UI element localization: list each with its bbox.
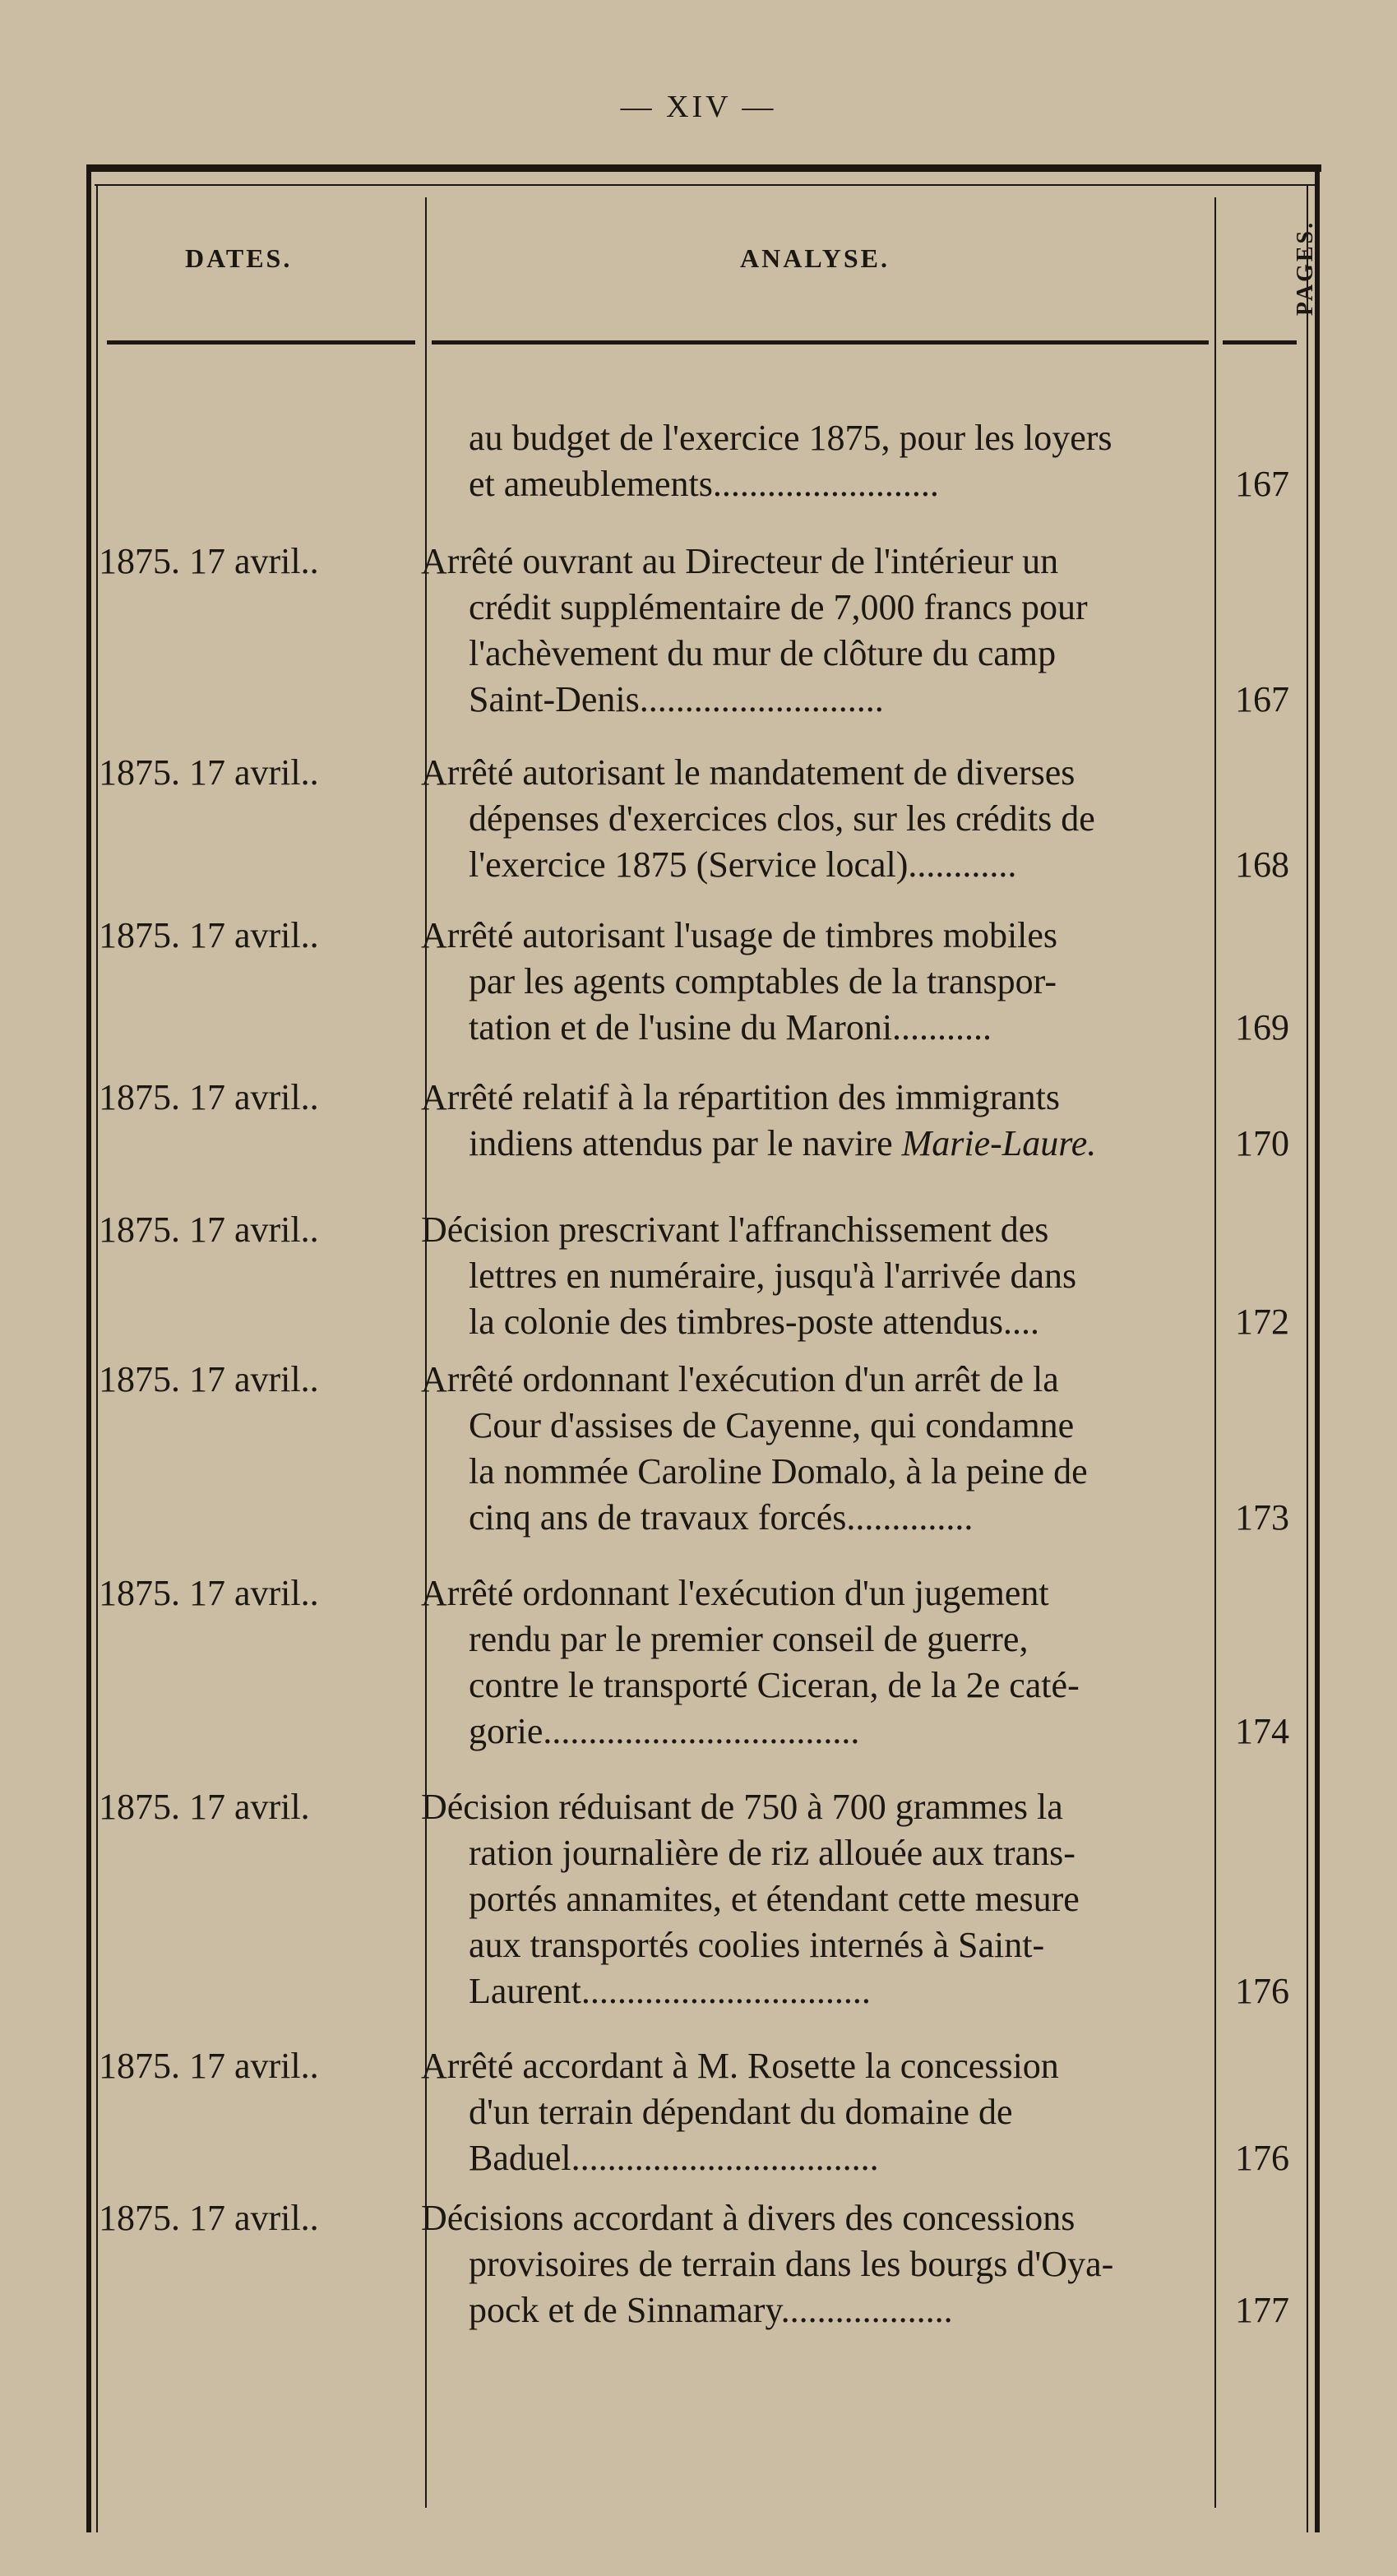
entry-date: 1875. 17 avril.. xyxy=(99,2198,319,2238)
entry-date: 1875. 17 avril.. xyxy=(99,1573,319,1613)
entry-page: 177 xyxy=(1235,2290,1289,2330)
ship-name: Marie-Laure. xyxy=(901,1123,1097,1163)
page-number: — XIV — xyxy=(620,90,777,124)
header-pages: PAGES. xyxy=(1293,220,1319,317)
analysis-line: l'achèvement du mur de clôture du camp xyxy=(469,633,1057,673)
analysis-line: la colonie des timbres-poste attendus.... xyxy=(469,1302,1040,1342)
analysis-line: Décision réduisant de 750 à 700 grammes la xyxy=(421,1787,1063,1827)
analysis-line: cinq ans de travaux forcés.............. xyxy=(469,1497,974,1538)
analysis-line: Arrêté autorisant le mandatement de diverses xyxy=(421,752,1076,793)
analysis-line: Cour d'assises de Cayenne, qui condamne xyxy=(469,1405,1075,1445)
entry-analysis xyxy=(421,1784,1210,2014)
entry-analysis xyxy=(421,1207,1210,1345)
entry-date: 1875. 17 avril.. xyxy=(99,1359,319,1399)
analysis-line: Décision prescrivant l'affranchissement des xyxy=(421,1209,1049,1250)
entry-page: 176 xyxy=(1235,2138,1289,2178)
analysis-line: Baduel.................................. xyxy=(469,2138,879,2178)
analysis-line: Laurent................................ xyxy=(469,1971,871,2011)
header-dates: DATES. xyxy=(185,243,293,273)
right-border-thin xyxy=(1307,184,1308,2532)
entry-page: 167 xyxy=(1235,464,1289,504)
analysis-line: lettres en numéraire, jusqu'à l'arrivée dans xyxy=(469,1256,1077,1296)
header-rule-dates xyxy=(107,340,415,345)
analysis-line: Arrêté accordant à M. Rosette la concession xyxy=(421,2046,1059,2086)
entry-analysis xyxy=(421,1075,1210,1167)
analysis-line: Arrêté relatif à la répartition des immigrants xyxy=(421,1077,1061,1117)
entry-analysis xyxy=(421,415,1210,507)
entry-page: 169 xyxy=(1235,1007,1289,1048)
entry-analysis xyxy=(421,913,1210,1051)
analysis-line: provisoires de terrain dans les bourgs d'Oya- xyxy=(469,2244,1114,2284)
entry-analysis xyxy=(421,1357,1210,1541)
analysis-line: Arrêté ouvrant au Directeur de l'intérieur un xyxy=(421,541,1059,581)
entry-date: 1875. 17 avril.. xyxy=(99,2046,319,2086)
entry-analysis xyxy=(421,1570,1210,1755)
analysis-line: par les agents comptables de la transpor- xyxy=(469,961,1057,1001)
entry-page: 174 xyxy=(1235,1711,1289,1751)
analysis-line: portés annamites, et étendant cette mesure xyxy=(469,1879,1080,1919)
analysis-line: l'exercice 1875 (Service local)............ xyxy=(469,844,1017,885)
entry-page: 173 xyxy=(1235,1497,1289,1538)
entry-analysis xyxy=(421,2043,1210,2181)
analysis-line: rendu par le premier conseil de guerre, xyxy=(469,1619,1029,1659)
entry-date: 1875. 17 avril.. xyxy=(99,752,319,793)
entry-date: 1875. 17 avril.. xyxy=(99,1077,319,1117)
top-rule-thin xyxy=(95,184,1320,186)
analysis-line: tation et de l'usine du Maroni........... xyxy=(469,1007,992,1048)
analysis-line: ration journalière de riz allouée aux trans- xyxy=(469,1833,1076,1873)
entry-page: 167 xyxy=(1235,679,1289,719)
entry-date: 1875. 17 avril.. xyxy=(99,541,319,581)
entry-page: 176 xyxy=(1235,1971,1289,2011)
analysis-line: la nommée Caroline Domalo, à la peine de xyxy=(469,1451,1088,1491)
entry-analysis xyxy=(421,539,1210,723)
analysis-line: Décisions accordant à divers des concessions xyxy=(421,2198,1076,2238)
analysis-line: gorie................................... xyxy=(469,1711,860,1751)
header-rule-pages xyxy=(1223,340,1297,345)
analysis-line: d'un terrain dépendant du domaine de xyxy=(469,2092,1013,2132)
analysis-line: contre le transporté Ciceran, de la 2e caté- xyxy=(469,1665,1080,1705)
analysis-line: et ameublements......................... xyxy=(469,464,939,504)
entry-page: 172 xyxy=(1235,1302,1289,1342)
analysis-line: crédit supplémentaire de 7,000 francs pour xyxy=(469,587,1088,627)
entry-date: 1875. 17 avril.. xyxy=(99,915,319,955)
entry-analysis xyxy=(421,750,1210,888)
right-border xyxy=(1315,164,1320,2532)
entry-analysis xyxy=(421,2195,1210,2333)
top-rule xyxy=(86,164,1321,172)
analysis-line: Arrêté autorisant l'usage de timbres mobiles xyxy=(421,915,1058,955)
left-border xyxy=(86,164,91,2532)
analysis-line: aux transportés coolies internés à Saint- xyxy=(469,1925,1045,1965)
header-analyse: ANALYSE. xyxy=(740,243,890,273)
analysis-line: Arrêté ordonnant l'exécution d'un arrêt de la xyxy=(421,1359,1059,1399)
header-rule-analyse xyxy=(432,340,1209,345)
analysis-line: dépenses d'exercices clos, sur les crédits de xyxy=(469,798,1095,839)
analysis-line: Arrêté ordonnant l'exécution d'un jugement xyxy=(421,1573,1049,1613)
entry-page: 168 xyxy=(1235,844,1289,885)
analysis-line: au budget de l'exercice 1875, pour les loyers xyxy=(469,418,1113,458)
entry-date: 1875. 17 avril.. xyxy=(99,1209,319,1250)
entry-page: 170 xyxy=(1235,1123,1289,1163)
left-border-thin xyxy=(96,184,98,2532)
analysis-line: pock et de Sinnamary................... xyxy=(469,2290,953,2330)
analysis-line: indiens attendus par le navire Marie-Laure. xyxy=(469,1123,1097,1163)
analysis-line: Saint-Denis........................... xyxy=(469,679,884,719)
column-divider-pages xyxy=(1214,197,1216,2508)
entry-date: 1875. 17 avril. xyxy=(99,1787,310,1827)
